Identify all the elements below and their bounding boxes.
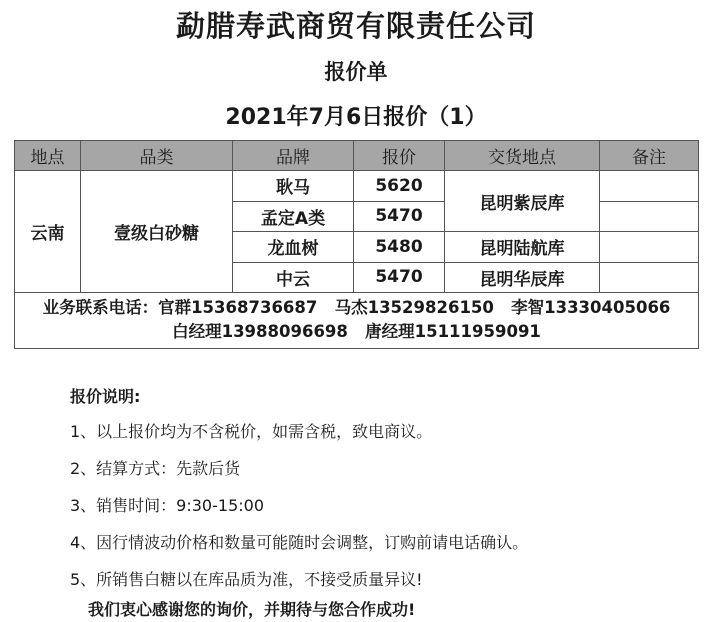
note-cell	[600, 232, 699, 263]
note-cell	[600, 262, 699, 293]
contact-line-1: 业务联系电话：官群15368736687 马杰13529826150 李智13330405066	[42, 298, 671, 317]
price-cell: 5480	[354, 232, 445, 263]
note-item: 4、因行情波动价格和数量可能随时会调整，订购前请电话确认。	[70, 533, 529, 552]
note-item: 3、销售时间：9:30-15:00	[70, 496, 264, 515]
category-cell: 壹级白砂糖	[81, 171, 233, 293]
location-cell: 云南	[15, 171, 81, 293]
delivery-cell: 昆明紫辰库	[445, 171, 600, 232]
company-name: 勐腊寿武商贸有限责任公司	[175, 9, 536, 43]
quote-notes	[70, 384, 528, 604]
contact-cell	[15, 293, 699, 349]
column-header-location: 地点	[15, 141, 81, 171]
brand-cell: 龙血树	[233, 232, 354, 263]
brand-cell: 中云	[233, 262, 354, 293]
price-cell: 5620	[354, 171, 445, 202]
brand-cell: 耿马	[233, 171, 354, 202]
delivery-cell: 昆明陆航库	[445, 232, 600, 263]
note-cell	[600, 171, 699, 202]
quote-date: 2021年7月6日报价（1）	[225, 105, 487, 130]
column-header-brand: 品牌	[233, 141, 354, 171]
column-header-price: 报价	[354, 141, 445, 171]
column-header-delivery: 交货地点	[445, 141, 600, 171]
note-cell	[600, 201, 699, 232]
contact-line-2: 白经理13988096698 唐经理15111959091	[172, 322, 541, 341]
note-item: 5、所销售白糖以在库品质为准，不接受质量异议!	[70, 570, 423, 589]
column-header-note: 备注	[600, 141, 699, 171]
table-row	[15, 171, 699, 202]
document-type: 报价单	[324, 60, 388, 84]
thanks-message: 我们衷心感谢您的询价，并期待与您合作成功!	[88, 600, 416, 619]
price-table	[14, 140, 699, 349]
brand-cell: 孟定A类	[233, 201, 354, 232]
price-cell: 5470	[354, 201, 445, 232]
contact-row	[15, 293, 699, 349]
column-header-category: 品类	[81, 141, 233, 171]
delivery-cell: 昆明华辰库	[445, 262, 600, 293]
note-item: 1、以上报价均为不含税价，如需含税，致电商议。	[70, 422, 433, 441]
note-item: 2、结算方式：先款后货	[70, 459, 241, 478]
price-cell: 5470	[354, 262, 445, 293]
notes-heading: 报价说明:	[70, 387, 141, 406]
table-header-row	[15, 141, 699, 171]
